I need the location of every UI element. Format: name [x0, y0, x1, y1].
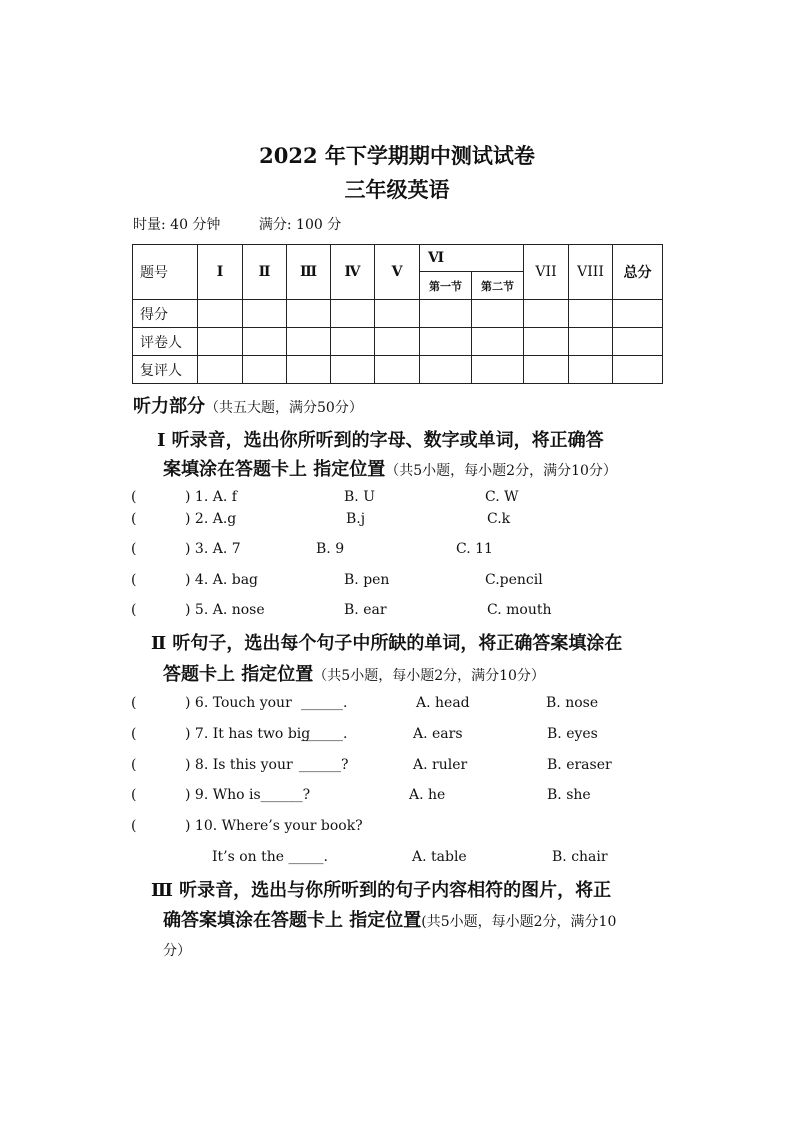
col-8: VIII [569, 245, 613, 300]
q2-stem: ) 2. A.g [185, 511, 237, 527]
q6-option-b: B. nose [546, 695, 599, 711]
q9-paren[interactable]: ( [131, 787, 137, 803]
col-1: Ⅰ [198, 245, 243, 300]
q10-paren[interactable]: ( [131, 818, 137, 834]
q6-stem: ) 6. Touch your [185, 695, 292, 711]
q8-blank: ______? [299, 757, 349, 773]
q1-paren[interactable]: ( [131, 489, 137, 505]
q5-stem: ) 5. A. nose [185, 602, 265, 618]
col-6-sub-1: 第一节 [420, 272, 472, 300]
listening-note: （共五大题，满分50分） [205, 400, 363, 416]
sec3-instruction-line3: 分） [163, 943, 191, 959]
col-3: Ⅲ [287, 245, 331, 300]
row-label-grader: 评卷人 [133, 328, 198, 356]
time-limit: 时量: 40 分钟 [133, 217, 221, 233]
q10-option-a: A. table [412, 849, 467, 865]
exam-title: 2022 年下学期期中测试试卷 [259, 143, 535, 168]
q3-option-c: C. 11 [456, 541, 493, 557]
q5-paren[interactable]: ( [131, 602, 137, 618]
q3-option-b: B. 9 [316, 541, 345, 557]
q1-option-c: C. W [485, 489, 519, 505]
q8-option-b: B. eraser [547, 757, 612, 773]
q2-option-c: C.k [487, 511, 511, 527]
score-table [132, 244, 663, 384]
q5-option-b: B. ear [344, 602, 387, 618]
q7-paren[interactable]: ( [131, 726, 137, 742]
sec2-instruction-line1: Ⅱ 听句子，选出每个句子中所缺的单词，将正确答案填涂在 [151, 633, 623, 654]
q7-stem: ) 7. It has two big [185, 726, 311, 742]
q6-blank: ______. [301, 695, 348, 711]
sec3-instruction-line2: 确答案填涂在答题卡上 指定位置(共5小题，每小题2分，满分10 [163, 910, 617, 931]
sec3-instruction-line1: Ⅲ 听录音，选出与你所听到的句子内容相符的图片，将正 [151, 880, 612, 901]
col-5: Ⅴ [375, 245, 420, 300]
q1-option-b: B. U [344, 489, 375, 505]
q10-option-b: B. chair [552, 849, 608, 865]
q2-paren[interactable]: ( [131, 511, 137, 527]
q4-stem: ) 4. A. bag [185, 572, 259, 588]
sec1-instruction-line1: Ⅰ 听录音，选出你所听到的字母、数字或单词，将正确答 [157, 430, 604, 451]
row-label-score: 得分 [133, 300, 198, 328]
q10-line2: It’s on the _____. [212, 849, 328, 865]
col-4: Ⅳ [331, 245, 375, 300]
full-score: 满分: 100 分 [258, 217, 342, 233]
q9-option-b: B. she [547, 787, 591, 803]
exam-meta [133, 214, 375, 234]
q10-stem: ) 10. Where’s your book? [185, 818, 363, 834]
sec1-instruction-line2: 案填涂在答题卡上 指定位置（共5小题，每小题2分，满分10分） [163, 459, 617, 480]
q7-blank: ______. [301, 726, 348, 742]
q9-option-a: A. he [409, 787, 446, 803]
q8-stem: ) 8. Is this your [185, 757, 293, 773]
q5-option-c: C. mouth [487, 602, 552, 618]
q8-paren[interactable]: ( [131, 757, 137, 773]
q8-option-a: A. ruler [413, 757, 468, 773]
q3-stem: ) 3. A. 7 [185, 541, 241, 557]
q9-stem: ) 9. Who is______? [185, 787, 311, 803]
col-7: VII [524, 245, 569, 300]
q2-option-b: B.j [346, 511, 366, 527]
listening-title: 听力部分 [133, 396, 205, 417]
q3-paren[interactable]: ( [131, 541, 137, 557]
exam-subtitle: 三年级英语 [344, 177, 450, 202]
q6-option-a: A. head [416, 695, 470, 711]
col-total: 总分 [613, 245, 663, 300]
q4-option-c: C.pencil [485, 572, 543, 588]
q6-paren[interactable]: ( [131, 695, 137, 711]
col-6-sub-2: 第二节 [472, 272, 524, 300]
header-label: 题号 [133, 245, 198, 300]
col-6: Ⅵ [420, 245, 524, 272]
sec2-instruction-line2: 答题卡上 指定位置（共5小题，每小题2分，满分10分） [163, 664, 545, 685]
q1-stem: ) 1. A. f [185, 489, 237, 505]
q7-option-a: A. ears [413, 726, 463, 742]
row-label-reviewer: 复评人 [133, 356, 198, 384]
q4-paren[interactable]: ( [131, 572, 137, 588]
q4-option-b: B. pen [344, 572, 390, 588]
listening-heading [133, 392, 363, 418]
q7-option-b: B. eyes [547, 726, 598, 742]
col-2: Ⅱ [243, 245, 287, 300]
